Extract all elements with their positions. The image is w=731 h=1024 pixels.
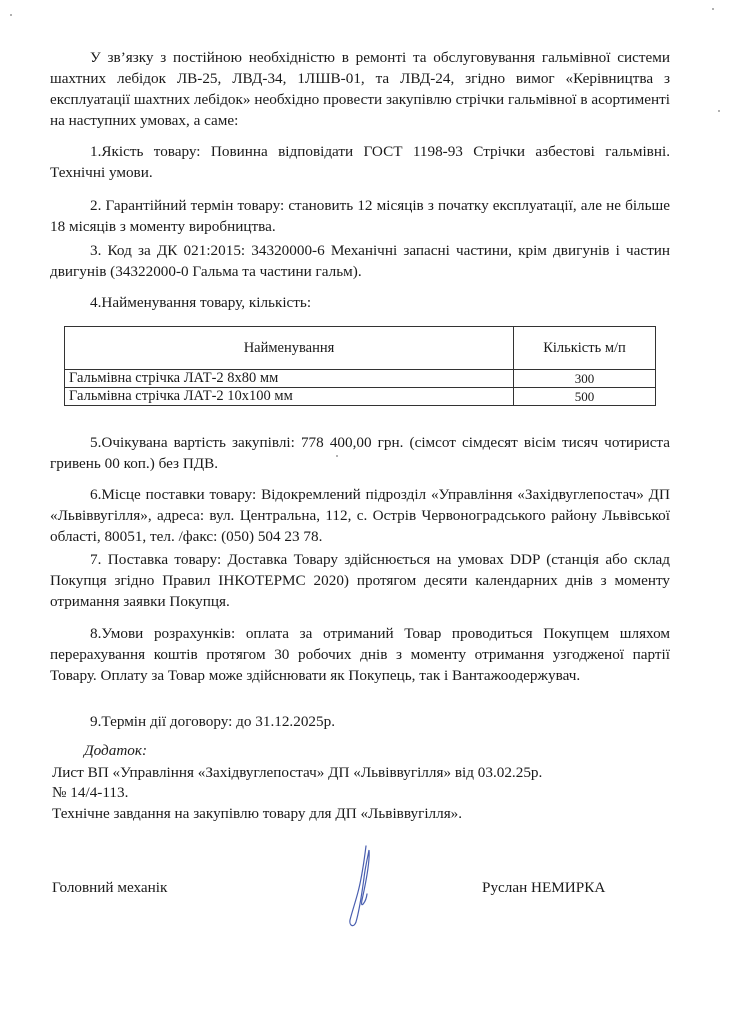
item-payment-text: 8.Умови розрахунків: оплата за отриманий Товар проводиться Покупцем шляхом перерахування коштів протягом 30 робочих днів з моменту отримання узгодженої партії Товару. Оплату за Товар може здійснювати як Покупець, так і Вантажоодержувач. [50,625,670,684]
item-contract-term [50,711,670,732]
attachment-line: № 14/4-113. [52,784,129,801]
scan-speck [712,8,714,10]
scan-speck [336,455,338,457]
item-goods-name-text: 4.Найменування товару, кількість: [90,294,312,311]
item-delivery-terms-text: 7. Поставка товару: Доставка Товару здійснюється на умовах DDP (станція або склад Покупця згідно Правил ІНКОТЕРМС 2020) протягом десяти календарних днів з моменту отримання заявки Покупця. [50,551,670,610]
intro-paragraph [50,47,670,131]
item-warranty-text: 2. Гарантійний термін товару: становить 12 місяців з початку експлуатації, але не більше 18 місяців з моменту виробництва. [50,197,670,235]
signatory-position: Головний механік [52,879,168,896]
header-name: Найменування [65,327,514,370]
cell-quantity: 500 [514,388,656,406]
item-quality [50,141,670,183]
handwritten-signature [336,842,386,932]
table-row [65,388,656,406]
item-quality-text: 1.Якість товару: Повинна відповідати ГОСТ 1198-93 Стрічки азбестові гальмівні. Технічні умови. [50,143,670,181]
cell-name: Гальмівна стрічка ЛАТ-2 10х100 мм [65,388,514,406]
signatory-name: Руслан НЕМИРКА [482,879,606,896]
item-cost-text: 5.Очікувана вартість закупівлі: 778 400,00 грн. (сімсот сімдесят вісім тисяч чотириста гривень 00 коп.) без ПДВ. [50,434,670,472]
item-payment [50,623,670,686]
item-delivery-place-text: 6.Місце поставки товару: Відокремлений підрозділ «Управління «Західвуглепостач» ДП «Львіввугілля», адреса: вул. Центральна, 112, с. Острів Червоноградського району Львівської області, 80051, тел. /факс: (050) 504 23 78. [50,486,670,545]
scan-speck [10,14,12,16]
item-goods-name [50,292,670,313]
goods-table [64,326,656,406]
cell-quantity: 300 [514,370,656,388]
item-cost [50,432,670,474]
attachment-line: Лист ВП «Управління «Західвуглепостач» ДП «Львіввугілля» від 03.02.25р. [52,764,543,781]
item-contract-term-text: 9.Термін дії договору: до 31.12.2025р. [90,713,335,730]
intro-text: У зв’язку з постійною необхідністю в ремонті та обслуговування гальмівної системи шахтних лебідок ЛВ-25, ЛВД-34, 1ЛШВ-01, та ЛВД-24, згідно вимог «Керівництва з експлуатації шахтних лебідок» необхідно провести закупівлю стрічки гальмівної в асортименті на наступних умовах, а саме: [50,49,670,129]
table-row [65,370,656,388]
item-warranty [50,195,670,237]
header-quantity: Кількість м/п [514,327,656,370]
item-dk-code [50,240,670,282]
item-delivery-terms [50,549,670,612]
scan-speck [718,110,720,112]
item-dk-code-text: 3. Код за ДК 021:2015: 34320000-6 Механічні запасні частини, крім двигунів і частин двигунів (34322000-0 Гальма та частини гальм). [50,242,670,280]
attachment-line: Технічне завдання на закупівлю товару для ДП «Львіввугілля». [52,805,463,822]
table-header-row [65,327,656,370]
cell-name: Гальмівна стрічка ЛАТ-2 8х80 мм [65,370,514,388]
attachment-title: Додаток: [84,742,148,759]
item-delivery-place [50,484,670,547]
